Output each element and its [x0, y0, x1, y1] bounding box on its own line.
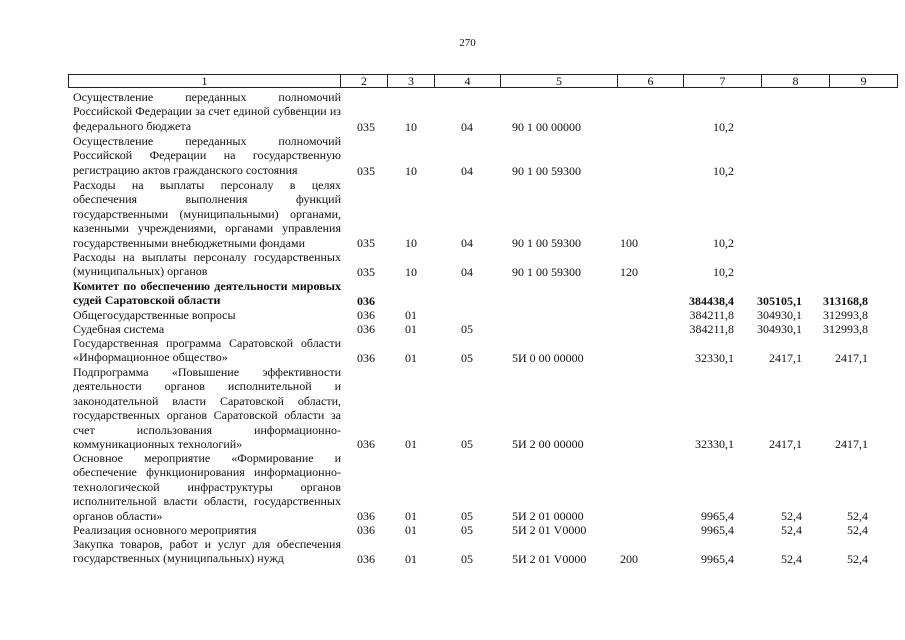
row-section: 01	[405, 307, 417, 322]
row-amount-col7: 9965,4	[701, 508, 734, 523]
row-target-article: 5И 2 01 00000	[512, 508, 584, 523]
row-amount-col7: 10,2	[713, 264, 734, 279]
row-section: 01	[405, 321, 417, 336]
row-section: 10	[405, 163, 417, 178]
table-row	[0, 537, 905, 566]
row-subsection: 05	[461, 551, 473, 566]
table-row	[0, 250, 905, 279]
row-description: Судебная система	[73, 322, 165, 336]
row-subsection: 04	[461, 119, 473, 134]
table-row	[0, 451, 905, 523]
row-amount-col9: 312993,8	[823, 307, 868, 322]
row-subsection: 05	[461, 350, 473, 365]
row-description: Реализация основного мероприятия	[73, 523, 257, 537]
row-target-article: 90 1 00 00000	[512, 119, 581, 134]
row-amount-col7: 9965,4	[701, 522, 734, 537]
row-expense-type: 100	[620, 235, 638, 250]
header-col-2: 2	[340, 74, 387, 88]
row-amount-col8: 305105,1	[757, 293, 802, 308]
row-description: Государственная программа Саратовской области «Информационное общество»	[73, 336, 341, 365]
row-code-admin: 036	[357, 436, 375, 451]
row-amount-col8: 2417,1	[769, 350, 802, 365]
row-amount-col9: 52,4	[847, 508, 868, 523]
row-description: Основное мероприятие «Формирование и обеспечение функционирования информационно-технологической инфраструктуры органов исполнительной власти области, государственных органов области»	[73, 451, 341, 523]
table-row	[0, 336, 905, 365]
row-target-article: 90 1 00 59300	[512, 264, 581, 279]
row-amount-col8: 304930,1	[757, 307, 802, 322]
row-amount-col7: 384211,8	[689, 321, 734, 336]
row-amount-col8: 2417,1	[769, 436, 802, 451]
row-code-admin: 036	[357, 321, 375, 336]
header-col-1: 1	[68, 74, 340, 88]
row-code-admin: 036	[357, 508, 375, 523]
row-amount-col9: 313168,8	[823, 293, 868, 308]
row-target-article: 90 1 00 59300	[512, 235, 581, 250]
table-row	[0, 322, 905, 336]
row-subsection: 04	[461, 264, 473, 279]
row-amount-col7: 10,2	[713, 235, 734, 250]
row-expense-type: 120	[620, 264, 638, 279]
row-subsection: 05	[461, 321, 473, 336]
row-amount-col7: 32330,1	[695, 350, 734, 365]
row-code-admin: 036	[357, 522, 375, 537]
row-description: Расходы на выплаты персоналу государственных (муниципальных) органов	[73, 250, 341, 279]
header-col-7: 7	[683, 74, 761, 88]
table-row	[0, 178, 905, 250]
row-code-admin: 036	[357, 551, 375, 566]
header-col-5: 5	[500, 74, 617, 88]
table-row	[0, 279, 905, 308]
row-description: Комитет по обеспечению деятельности мировых судей Саратовской области	[73, 279, 341, 308]
header-col-6: 6	[617, 74, 683, 88]
header-col-8: 8	[761, 74, 829, 88]
row-amount-col9: 2417,1	[835, 350, 868, 365]
row-section: 01	[405, 350, 417, 365]
row-section: 01	[405, 436, 417, 451]
row-description: Осуществление переданных полномочий Российской Федерации на государственную регистрацию актов гражданского состояния	[73, 134, 341, 177]
row-code-admin: 035	[357, 163, 375, 178]
row-code-admin: 036	[357, 293, 375, 308]
table-row	[0, 523, 905, 537]
header-col-9: 9	[829, 74, 898, 88]
row-code-admin: 035	[357, 119, 375, 134]
row-amount-col8: 52,4	[781, 508, 802, 523]
row-section: 01	[405, 522, 417, 537]
row-code-admin: 035	[357, 264, 375, 279]
row-code-admin: 036	[357, 307, 375, 322]
row-description: Расходы на выплаты персоналу в целях обеспечения выполнения функций государственными (муниципальными) органами, казенными учреждениями, органами управления государственными внебюджетными фондами	[73, 178, 341, 250]
row-subsection: 05	[461, 522, 473, 537]
row-amount-col7: 384438,4	[689, 293, 734, 308]
row-subsection: 05	[461, 436, 473, 451]
row-amount-col8: 52,4	[781, 522, 802, 537]
row-amount-col7: 10,2	[713, 119, 734, 134]
row-description: Осуществление переданных полномочий Российской Федерации за счет единой субвенции из федерального бюджета	[73, 90, 341, 133]
row-amount-col7: 9965,4	[701, 551, 734, 566]
row-amount-col8: 304930,1	[757, 321, 802, 336]
row-amount-col7: 384211,8	[689, 307, 734, 322]
row-section: 01	[405, 551, 417, 566]
row-amount-col9: 2417,1	[835, 436, 868, 451]
row-description: Подпрограмма «Повышение эффективности деятельности органов исполнительной и законодательной власти Саратовской области, государственных органов Саратовской области за счет использования информационно-коммуникационных технологий»	[73, 365, 341, 452]
row-target-article: 5И 2 01 V0000	[512, 522, 587, 537]
row-target-article: 5И 0 00 00000	[512, 350, 584, 365]
row-section: 10	[405, 235, 417, 250]
row-description: Закупка товаров, работ и услуг для обеспечения государственных (муниципальных) нужд	[73, 537, 341, 566]
row-expense-type: 200	[620, 551, 638, 566]
header-col-4: 4	[434, 74, 500, 88]
row-amount-col9: 312993,8	[823, 321, 868, 336]
row-code-admin: 036	[357, 350, 375, 365]
row-section: 01	[405, 508, 417, 523]
row-amount-col7: 32330,1	[695, 436, 734, 451]
row-section: 10	[405, 119, 417, 134]
table-row	[0, 134, 905, 178]
row-target-article: 90 1 00 59300	[512, 163, 581, 178]
row-section: 10	[405, 264, 417, 279]
row-subsection: 04	[461, 163, 473, 178]
row-description: Общегосударственные вопросы	[73, 308, 236, 322]
row-amount-col9: 52,4	[847, 551, 868, 566]
row-amount-col8: 52,4	[781, 551, 802, 566]
table-header	[68, 74, 898, 88]
row-subsection: 05	[461, 508, 473, 523]
table-row	[0, 90, 905, 134]
header-col-3: 3	[387, 74, 434, 88]
row-target-article: 5И 2 00 00000	[512, 436, 584, 451]
row-amount-col9: 52,4	[847, 522, 868, 537]
page-number: 270	[459, 37, 476, 49]
row-target-article: 5И 2 01 V0000	[512, 551, 587, 566]
table-row	[0, 365, 905, 451]
table-row	[0, 308, 905, 322]
row-amount-col7: 10,2	[713, 163, 734, 178]
row-subsection: 04	[461, 235, 473, 250]
row-code-admin: 035	[357, 235, 375, 250]
